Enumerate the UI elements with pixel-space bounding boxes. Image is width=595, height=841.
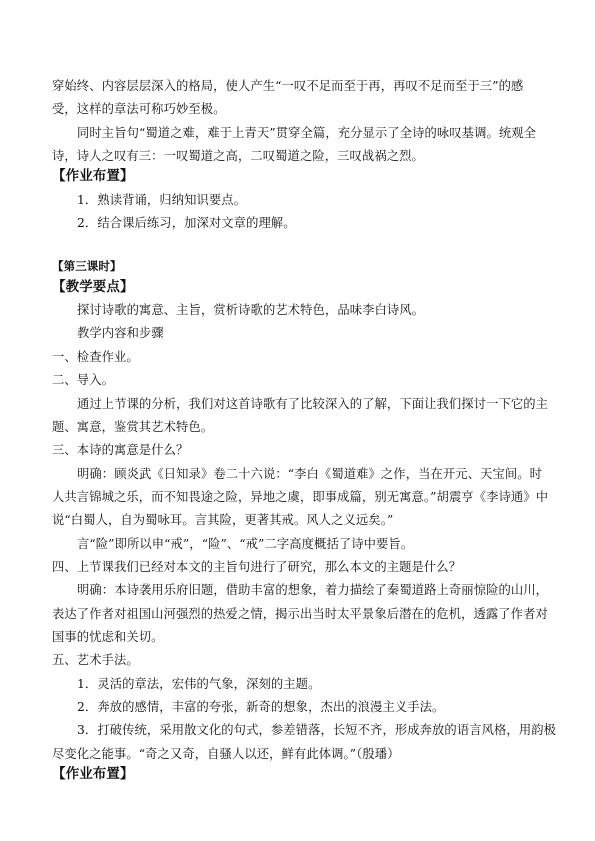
list-item: 3．打破传统，采用散文化的句式，参差错落，长短不齐，形成奔放的语言风格，用韵极	[77, 723, 557, 737]
step-heading: 二、导入。	[52, 373, 114, 387]
paragraph-line: 诗，诗人之叹有三：一叹蜀道之高，二叹蜀道之险，三叹战祸之烈。	[52, 149, 424, 163]
paragraph-line: 探讨诗歌的寓意、主旨，赏析诗歌的艺术特色，品味李白诗风。	[77, 303, 425, 317]
list-item: 2．结合课后练习，加深对文章的理解。	[77, 216, 296, 230]
paragraph-line: 通过上节课的分析，我们对这首诗歌有了比较深入的了解，下面让我们探讨一下它的主	[77, 397, 549, 411]
list-item: 1．灵活的章法，宏伟的气象，深刻的主题。	[77, 677, 321, 691]
paragraph-line: 言“险”即所以申“戒”，“险”、“戒”二字高度概括了诗中要旨。	[77, 537, 414, 551]
list-item: 2．奔放的感情，丰富的夸张，新奇的想象，杰出的浪漫主义手法。	[77, 700, 445, 714]
paragraph-line: 穿始终、内容层层深入的格局，使人产生“一叹不足而至于再，再叹不足而至于三”的感	[52, 79, 524, 93]
step-heading: 五、艺术手法。	[52, 653, 139, 667]
section-heading-homework: 【作业布置】	[52, 168, 134, 184]
step-heading: 四、上节课我们已经对本文的主旨句进行了研究，那么本文的主题是什么？	[52, 560, 462, 574]
paragraph-line: 同时主旨句“蜀道之难，难于上青天”贯穿全篇，充分显示了全诗的咏叹基调。统观全	[77, 126, 537, 140]
paragraph-line: 说“白蜀人，自为蜀咏耳。言其险，更著其戒。风人之义远矣。”	[52, 513, 394, 527]
paragraph-line: 明确：顾炎武《日知录》卷二十六说：“李白《蜀道难》之作，当在开元、天宝间。时	[77, 467, 543, 481]
list-item: 1．熟读背诵，归纳知识要点。	[77, 193, 247, 207]
section-heading-homework: 【作业布置】	[52, 766, 134, 782]
step-heading: 三、本诗的寓意是什么？	[52, 443, 189, 457]
lesson-heading: 【第三课时】	[52, 259, 122, 273]
step-heading: 一、检查作业。	[52, 350, 139, 364]
paragraph-line: 题、寓意，鉴赏其艺术特色。	[52, 420, 214, 434]
paragraph-line: 受，这样的章法可称巧妙至极。	[52, 102, 226, 116]
subheading: 教学内容和步骤	[77, 326, 164, 340]
section-heading-key-points: 【教学要点】	[52, 279, 134, 295]
paragraph-line: 明确：本诗袭用乐府旧题，借助丰富的想象，着力描绘了秦蜀道路上奇丽惊险的山川，	[77, 583, 549, 597]
paragraph-line: 尽变化之能事。“奇之又奇，自骚人以还，鲜有此体调。”（殷璠）	[52, 747, 400, 761]
paragraph-line: 表达了作者对祖国山河强烈的热爱之情，揭示出当时太平景象后潜在的危机，透露了作者对	[52, 607, 548, 621]
paragraph-line: 人共言锦城之乐，而不知畏途之险，异地之虞，即事成篇，别无寓意。”胡震亨《李诗通》中	[52, 490, 549, 504]
paragraph-line: 国事的忧虑和关切。	[52, 630, 164, 644]
